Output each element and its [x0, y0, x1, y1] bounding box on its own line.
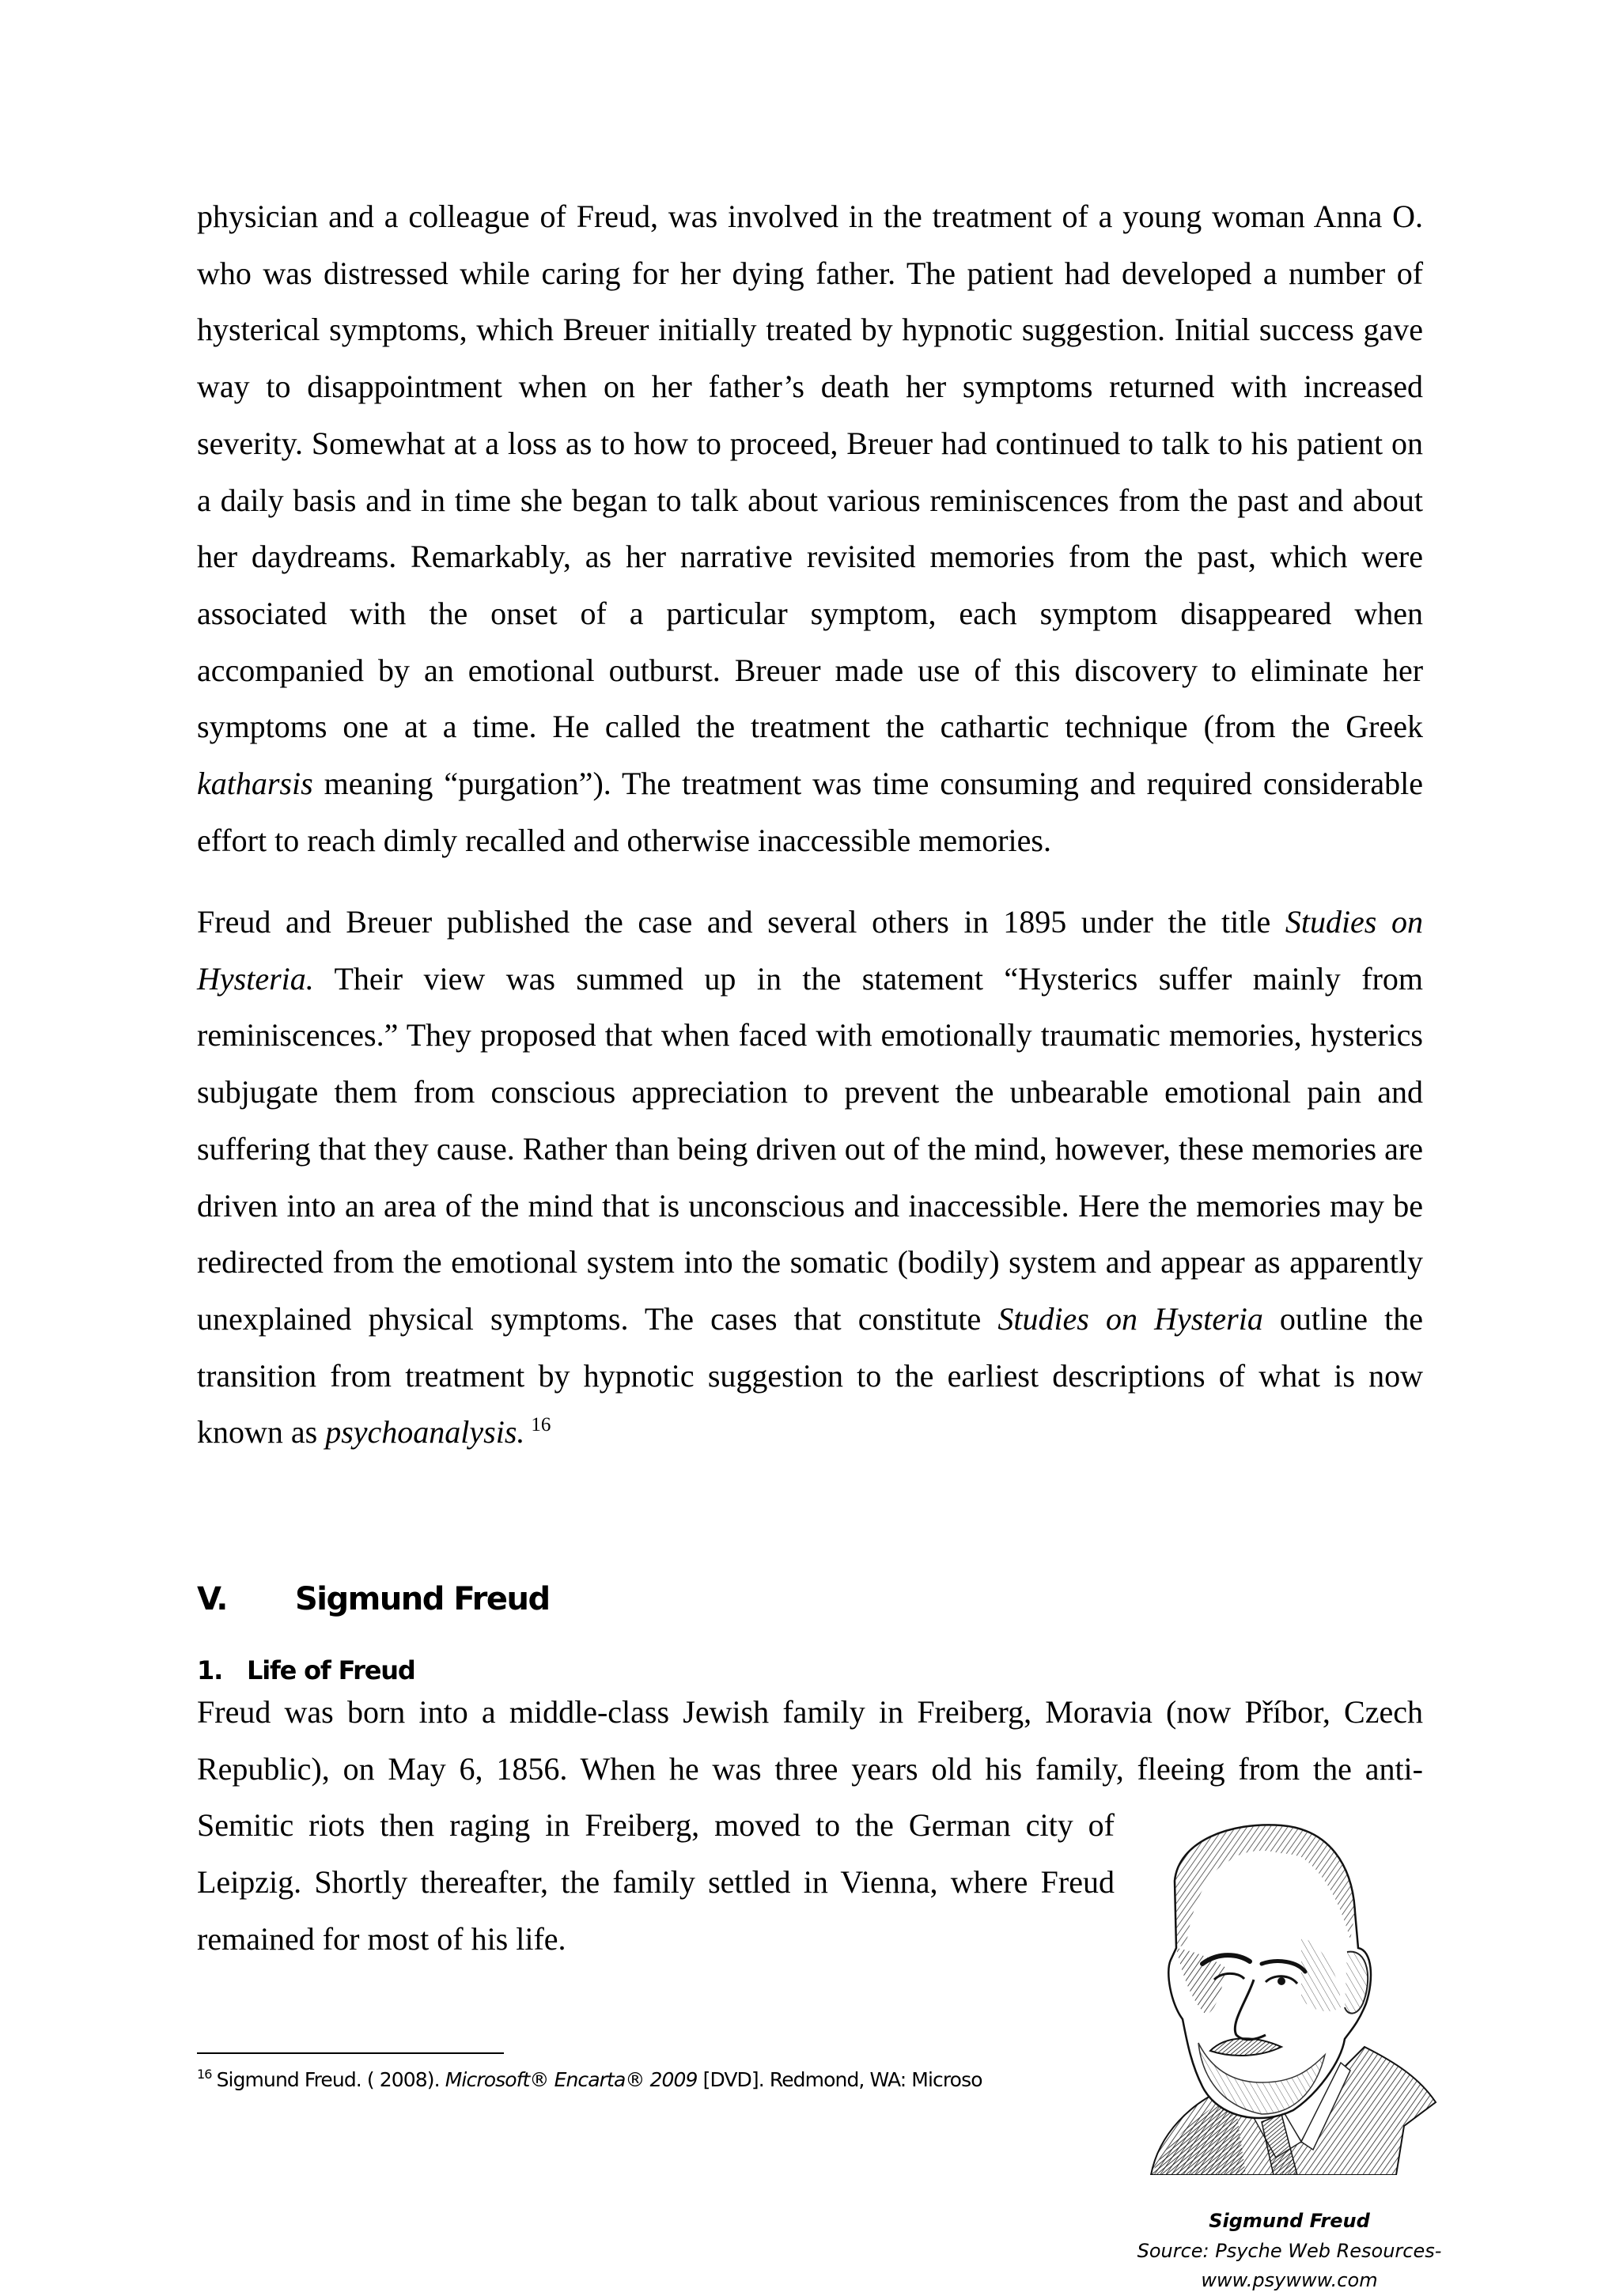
p2-text-3: outline the transition from treatment by hypnotic suggestion to the earliest descriptions of what is now known as — [197, 1300, 1423, 1451]
footnote-separator — [197, 2052, 504, 2054]
p3-line-5: remained for most of his life. — [197, 1920, 566, 1957]
p1-line-4: gave way to disappointment when on her father’s death her symptoms returned with — [197, 312, 1424, 405]
footnote-text-2: [DVD]. Redmond, WA: Microso — [697, 2068, 982, 2091]
footnote-reference-16[interactable]: 16 — [531, 1414, 551, 1436]
figure-caption — [1123, 2207, 1455, 2296]
p1-line-7: past and about her daydreams. Remarkably, as her narrative revisited memories from the past, — [197, 482, 1424, 575]
section-heading — [197, 1580, 550, 1618]
freud-portrait-image — [1143, 1810, 1444, 2175]
p2-text-1: Freud and Breuer published the case and several others in 1895 under the title — [197, 904, 1285, 940]
p1-line-10: her symptoms one at a time. He called the treatment the cathartic technique (from the Greek — [197, 652, 1424, 745]
subsection-title: Life of Freud — [247, 1655, 415, 1685]
paragraph-studies-on-hysteria — [197, 894, 1423, 1461]
p1-line-9: when accompanied by an emotional outburst. Breuer made use of this discovery to eliminate — [197, 595, 1424, 688]
section-title: Sigmund Freud — [295, 1581, 550, 1617]
p3-line-2: Republic), on May 6, 1856. When he was three years old his family, fleeing from the anti- — [197, 1750, 1423, 1787]
p3-line-1: Freud was born into a middle-class Jewish family in Freiberg, Moravia (now Příbor, Czech — [197, 1694, 1423, 1730]
italic-term-katharsis: katharsis — [197, 766, 313, 802]
caption-source-url: www.psywww.com — [1201, 2269, 1378, 2291]
subsection-heading — [197, 1656, 415, 1685]
p1-line-2: O. who was distressed while caring for her dying father. The patient had developed a number — [197, 199, 1424, 291]
p1-line-11: meaning “purgation”). The treatment was time consuming and required — [312, 766, 1252, 802]
caption-title: Sigmund Freud — [1209, 2210, 1370, 2232]
p1-line-3: of hysterical symptoms, which Breuer initially treated by hypnotic suggestion. Initial success — [197, 255, 1424, 348]
subsection-number: 1. — [197, 1655, 223, 1685]
caption-source: Source: Psyche Web Resources- — [1137, 2239, 1442, 2262]
paragraph-breuer-anna-o — [197, 188, 1423, 868]
footnote-text-1: Sigmund Freud. ( 2008). — [216, 2068, 445, 2091]
p1-line-12: considerable effort to reach dimly recalled and otherwise inaccessible memories. — [197, 766, 1423, 858]
footnote-number: 16 — [197, 2067, 212, 2082]
p2-text-2: Their view was summed up in the statement “Hysterics suffer mainly from reminiscences.” They proposed that when faced with emotionally traumatic memories, hysterics subjugate them from conscious appreciation to prevent the unbearable emotional pain and suffering that they cause. Rather than being driven out of the mind, however, these memories are driven into an area of the mind that is unconscious and inaccessible. Here the memories may be redirected from the emotional system into the somatic (bodily) system and appear as apparently unexplained physical symptoms. The cases that constitute — [197, 960, 1423, 1337]
p3-line-3: Semitic riots then raging in Freiberg, moved to the German city of — [197, 1807, 1115, 1844]
section-number: V. — [197, 1581, 227, 1617]
p1-line-1: physician and a colleague of Freud, was involved in the treatment of a young woman Anna — [197, 199, 1383, 234]
footnote-source-title: Microsoft® Encarta® 2009 — [445, 2068, 698, 2091]
p1-line-6: his patient on a daily basis and in time she began to talk about various reminiscences from the — [197, 425, 1424, 518]
footnote-16 — [197, 2066, 1146, 2097]
p1-line-8: which were associated with the onset of a particular symptom, each symptom disappeared — [197, 539, 1424, 631]
p3-line-4: Leipzig. Shortly thereafter, the family settled in Vienna, where Freud — [197, 1864, 1115, 1901]
term-psychoanalysis: psychoanalysis. — [325, 1414, 525, 1451]
book-title-studies-on-hysteria: Studies on Hysteria. — [197, 904, 1423, 997]
book-title-studies-on-hysteria-2: Studies on Hysteria — [997, 1300, 1263, 1337]
p1-line-5: increased severity. Somewhat at a loss as to how to proceed, Breuer had continued to talk to — [197, 369, 1424, 461]
